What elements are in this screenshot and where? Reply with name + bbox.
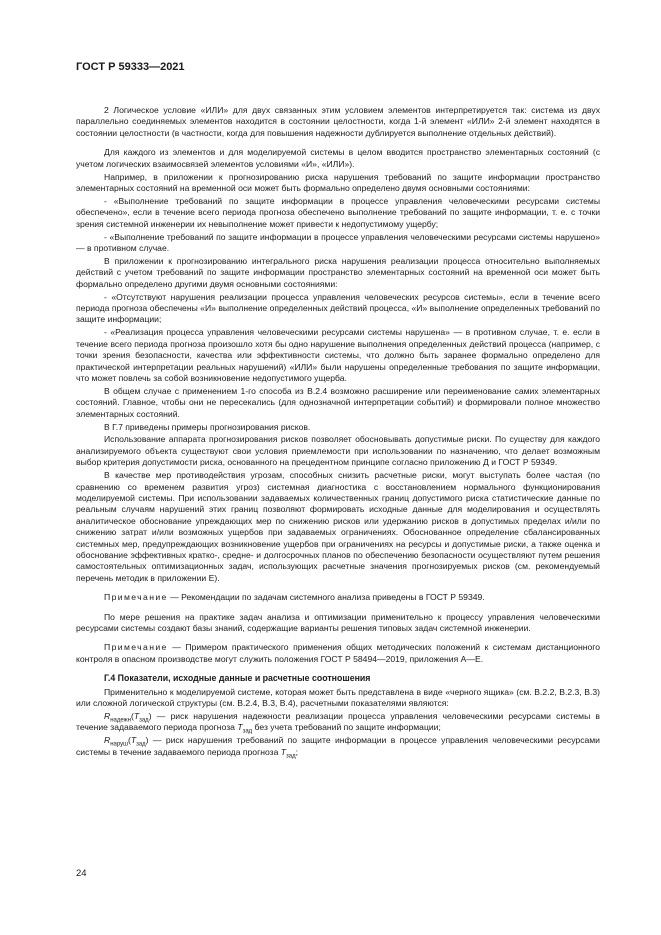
- period-symbol: T: [130, 735, 137, 746]
- paragraph-acceptable-risks: Использование аппарата прогнозирования рисков позволяет обосновывать допустимые риски. По существу для каждого анализируемого объекта существуют свои условия приемлемости при использовании по назначению, что делает возможным выбор критерия допустимости риска, основанного на прецедентном принципе согласно приложению Д и ГОСТ Р 59349.: [76, 434, 600, 468]
- paragraph-general-case: В общем случае с применением 1-го способа из В.2.4 возможно расширение или переименование самих элементарных состояний. Главное, чтобы они не пересекались (для однозначной интерпретации событий) и формировали полное множество элементарных состояний.: [76, 385, 600, 419]
- risk-subscript: наруш: [110, 742, 128, 749]
- note-practical-application: [76, 642, 600, 665]
- list-item-requirements-violated: - «Выполнение требований по защите информации в процессе управления человеческими ресурсами системы нарушено» — в противном случае.: [76, 231, 600, 253]
- paragraph-example-states: Например, в приложении к прогнозированию риска нарушения требований по защите информации пространство элементарных состояний на временной оси может быть формально определено двумя основными состояниями:: [76, 171, 600, 193]
- list-item-no-violations: - «Отсутствуют нарушения реализации процесса управления человеческих ресурсов системы», если в течение всего периода прогноза обеспечены «И» выполнение определенных действий процесса, «И» выполнение определенных требований по защите информации;: [76, 291, 600, 325]
- paragraph-state-space: Для каждого из элементов и для моделируемой системы в целом вводится пространство элементарных состояний (с учетом логических взаимосвязей элементов условиями «И», «ИЛИ»).: [76, 147, 600, 169]
- list-item-process-violated: - «Реализация процесса управления человеческими ресурсами системы нарушена» — в противном случае, т. е. если в течение всего периода прогноза произошло хотя бы одно нарушение выполнения определенных действий процесса (например, с точки зрения безопасности, качества или эффективности системы, что должно быть заранее формально определено для практической интерпретации реальных нарушений) «ИЛИ» были нарушены определенные требования по защите информации, что может повлечь за собой возникновение недопустимого ущерба.: [76, 327, 600, 383]
- document-body: [76, 105, 600, 760]
- paragraph-integral-risk: В приложении к прогнозированию интегрального риска нарушения реализации процесса относительно выполняемых действий с учетом требований по защите информации пространство элементарных состояний на временной оси может быть формально определено другими двумя основными состояниями:: [76, 255, 600, 289]
- list-item-requirements-met: - «Выполнение требований по защите информации в процессе управления человеческими ресурсами системы обеспечено», если в течение всего периода прогноза обеспечено выполнение требований по защите информации, т. е. с точки зрения системной инженерии их невыполнение может привести к недопустимому ущербу;: [76, 195, 600, 229]
- risk-subscript: надежн: [110, 717, 131, 724]
- section-heading: Г.4 Показатели, исходные данные и расчетные соотношения: [104, 673, 371, 684]
- paragraph-examples-ref: В Г.7 приведены примеры прогнозирования рисков.: [104, 421, 311, 432]
- paragraph-logic-or: 2 Логическое условие «ИЛИ» для двух связанных этим условием элементов интерпретируется так: система из двух параллельно соединяемых элементов находится в состоянии целостности, когда 1-й элемент «ИЛИ» 2-й элемент находятся в состоянии целостности (в частности, когда для повышения надежности дублируется выполнение отдельных действий).: [76, 105, 600, 138]
- formula-description: — риск нарушения требований по защите информации в процессе управления человеческими ресурсами системы в течение задаваемого периода прогноза: [76, 735, 600, 757]
- note-system-analysis: [76, 592, 600, 603]
- formula-description: — риск нарушения надежности реализации процесса управления человеческими ресурсами системы в течение задаваемого периода прогноза: [76, 711, 600, 733]
- page-number: 24: [76, 868, 87, 879]
- note-text: — Рекомендации по задачам системного анализа приведены в ГОСТ Р 59349.: [170, 592, 485, 603]
- period-symbol: T: [133, 711, 140, 721]
- risk-symbol: R: [104, 735, 111, 746]
- formula-reliability-risk: $R_{надежн}(T_{зад})$ — риск нарушения надежности реализации процесса управления человеческими ресурсами системы в течение задаваемого периода прогноза $T_{зад}$ без учета требований по защите информации;: [76, 711, 600, 736]
- note-label: Примечание: [104, 642, 168, 653]
- note-label: Примечание: [104, 592, 168, 603]
- paragraph-countermeasures: В качестве мер противодействия угрозам, способных снизить расчетные риски, могут выступать более частая (по сравнению со временем развития угроз) системная диагностика с восстановлением нормального функционирования моделируемой системы. При использовании задаваемых количественных границ допустимого риска статистические данные по реальным случаям нарушений этих границ позволяют формировать исходные данные для моделирования и осуществлять аналитическое обоснование упреждающих мер по снижению рисков или удержанию рисков в допустимых пределах и/или по снижению затрат и/или возможных ущербов при задаваемых ограничениях. Обоснованное определение сбалансированных системных мер, предупреждающих возникновение ущербов при ограничениях на ресурсы и допустимые риски, а также оценка и обоснование эффективных кратко-, средне- и долгосрочных планов по обеспечению безопасности осуществляют путем решения самостоятельных оптимизационных задач, использующих расчетные значения прогнозируемых рисков (см. рекомендуемый перечень методик в приложении Е).: [76, 470, 600, 583]
- document-code-header: ГОСТ Р 59333—2021: [76, 61, 185, 73]
- risk-symbol: R: [104, 711, 111, 721]
- formula-violation-risk: $R_{наруш}(T_{зад})$ — риск нарушения требований по защите информации в процессе управления человеческими ресурсами системы в течение задаваемого периода прогноза $T_{зад}$;: [76, 735, 600, 760]
- note-text: — Примером практического применения общих методических положений к системам дистанционного контроля в опасном производстве могут служить положения ГОСТ Р 58494—2019, приложения А—Е.: [76, 642, 601, 664]
- paragraph-indicators-intro: Применительно к моделируемой системе, которая может быть представлена в виде «черного ящика» (см. В.2.2, В.2.3, В.3) или сложной логической структуры (см. В.2.4, В.3, В.4), расчетными показателями являются:: [76, 686, 600, 709]
- paragraph-knowledge-bases: По мере решения на практике задач анализа и оптимизации применительно к процессу управления человеческими ресурсами системы создают базы знаний, содержащие варианты решения типовых задач системной инженерии.: [76, 611, 600, 634]
